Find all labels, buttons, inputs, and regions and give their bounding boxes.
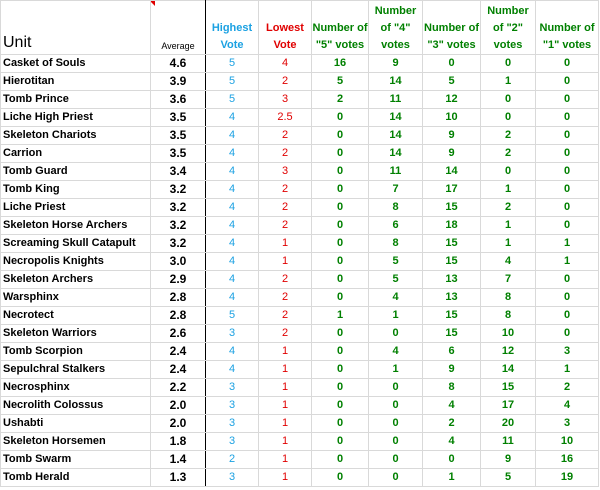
unit-cell[interactable]: Tomb King [1,181,151,199]
lowest-vote-cell[interactable]: 1 [259,361,312,379]
table-row [1,289,599,307]
votes-2-cell[interactable]: 1 [481,235,536,253]
unit-cell[interactable]: Necrolith Colossus [1,397,151,415]
votes-5-cell[interactable]: 0 [312,289,369,307]
highest-vote-cell[interactable]: 4 [206,289,259,307]
votes-5-cell[interactable]: 16 [312,55,369,73]
table-row [1,163,599,181]
average-cell[interactable]: 3.5 [151,109,206,127]
highest-vote-cell[interactable]: 4 [206,361,259,379]
lowest-vote-cell[interactable]: 3 [259,91,312,109]
votes-3-cell[interactable]: 17 [423,181,481,199]
average-cell[interactable]: 2.4 [151,343,206,361]
votes-4-cell[interactable]: 6 [369,217,423,235]
votes-2-cell[interactable]: 0 [481,163,536,181]
table-row [1,181,599,199]
votes-4-cell[interactable]: 0 [369,397,423,415]
table-row [1,325,599,343]
votes-1-cell[interactable]: 0 [536,217,599,235]
votes-3-cell[interactable]: 15 [423,307,481,325]
lowest-vote-cell[interactable]: 1 [259,235,312,253]
votes-5-cell[interactable]: 0 [312,217,369,235]
votes-5-cell[interactable]: 0 [312,109,369,127]
average-cell[interactable]: 3.2 [151,235,206,253]
votes-1-cell[interactable]: 0 [536,163,599,181]
unit-cell[interactable]: Casket of Souls [1,55,151,73]
votes-3-cell[interactable]: 18 [423,217,481,235]
table-row [1,397,599,415]
average-cell[interactable]: 3.2 [151,181,206,199]
votes-3-cell[interactable]: 0 [423,55,481,73]
votes-3-cell[interactable]: 5 [423,73,481,91]
votes-1-cell[interactable]: 0 [536,181,599,199]
votes-4-cell[interactable]: 5 [369,271,423,289]
unit-cell[interactable]: Screaming Skull Catapult [1,235,151,253]
votes-1-cell[interactable]: 0 [536,73,599,91]
votes-2-cell[interactable]: 4 [481,253,536,271]
lowest-vote-cell[interactable]: 4 [259,55,312,73]
votes-5-cell[interactable]: 0 [312,271,369,289]
table-row [1,451,599,469]
table-row [1,109,599,127]
unit-cell[interactable]: Tomb Prince [1,91,151,109]
votes-2-cell[interactable]: 9 [481,451,536,469]
highest-vote-cell[interactable]: 3 [206,415,259,433]
average-cell[interactable]: 1.4 [151,451,206,469]
unit-cell[interactable]: Necrotect [1,307,151,325]
votes-3-cell[interactable]: 4 [423,397,481,415]
highest-vote-cell[interactable]: 3 [206,397,259,415]
votes-2-cell[interactable]: 0 [481,91,536,109]
votes-5-cell[interactable]: 0 [312,235,369,253]
votes-2-cell[interactable]: 1 [481,217,536,235]
votes-2-cell[interactable]: 20 [481,415,536,433]
lowest-vote-cell[interactable]: 2 [259,127,312,145]
header-3-votes-label: Number of "3" votes [424,22,479,51]
average-cell[interactable]: 2.0 [151,397,206,415]
header-5-votes[interactable] [312,1,369,55]
highest-vote-cell[interactable]: 4 [206,199,259,217]
votes-1-cell[interactable]: 0 [536,325,599,343]
highest-vote-cell[interactable]: 5 [206,55,259,73]
average-cell[interactable]: 3.4 [151,163,206,181]
votes-1-cell[interactable]: 0 [536,109,599,127]
votes-2-cell[interactable]: 2 [481,199,536,217]
unit-cell[interactable]: Skeleton Chariots [1,127,151,145]
table-row [1,91,599,109]
votes-1-cell[interactable]: 0 [536,199,599,217]
votes-5-cell[interactable]: 0 [312,163,369,181]
votes-3-cell[interactable]: 13 [423,271,481,289]
table-row [1,361,599,379]
votes-2-cell[interactable]: 14 [481,361,536,379]
header-5-votes-label: Number of "5" votes [312,22,368,51]
highest-vote-cell[interactable]: 4 [206,127,259,145]
votes-3-cell[interactable]: 14 [423,163,481,181]
votes-3-cell[interactable]: 15 [423,325,481,343]
highest-vote-cell[interactable]: 3 [206,433,259,451]
votes-3-cell[interactable]: 9 [423,361,481,379]
votes-2-cell[interactable]: 0 [481,109,536,127]
highest-vote-cell[interactable]: 3 [206,379,259,397]
table-row [1,433,599,451]
votes-3-cell[interactable]: 13 [423,289,481,307]
table-row [1,217,599,235]
votes-3-cell[interactable]: 15 [423,235,481,253]
unit-cell[interactable]: Skeleton Horsemen [1,433,151,451]
votes-4-cell[interactable]: 11 [369,163,423,181]
votes-2-cell[interactable]: 5 [481,469,536,487]
lowest-vote-cell[interactable]: 1 [259,379,312,397]
highest-vote-cell[interactable]: 2 [206,451,259,469]
unit-cell[interactable]: Liche High Priest [1,109,151,127]
unit-cell[interactable]: Sepulchral Stalkers [1,361,151,379]
unit-cell[interactable]: Skeleton Horse Archers [1,217,151,235]
votes-1-cell[interactable]: 0 [536,55,599,73]
header-2-votes[interactable] [481,1,536,55]
highest-vote-cell[interactable]: 4 [206,145,259,163]
votes-3-cell[interactable]: 9 [423,127,481,145]
votes-3-cell[interactable]: 6 [423,343,481,361]
table-row [1,253,599,271]
votes-3-cell[interactable]: 15 [423,253,481,271]
lowest-vote-cell[interactable]: 2 [259,145,312,163]
header-1-votes-label: Number of "1" votes [539,22,595,51]
votes-5-cell[interactable]: 0 [312,469,369,487]
header-highest-vote[interactable] [206,1,259,55]
header-average[interactable]: Average [151,1,206,55]
votes-5-cell[interactable]: 0 [312,253,369,271]
votes-4-cell[interactable]: 1 [369,361,423,379]
votes-3-cell[interactable]: 2 [423,415,481,433]
lowest-vote-cell[interactable]: 2 [259,217,312,235]
unit-cell[interactable]: Tomb Swarm [1,451,151,469]
votes-4-cell[interactable]: 9 [369,55,423,73]
votes-1-cell[interactable]: 1 [536,361,599,379]
votes-1-cell[interactable]: 0 [536,91,599,109]
lowest-vote-cell[interactable]: 1 [259,469,312,487]
votes-2-cell[interactable]: 2 [481,145,536,163]
average-cell[interactable]: 3.2 [151,217,206,235]
votes-5-cell[interactable]: 5 [312,73,369,91]
unit-cell[interactable]: Skeleton Warriors [1,325,151,343]
votes-5-cell[interactable]: 2 [312,91,369,109]
average-cell[interactable]: 4.6 [151,55,206,73]
votes-1-cell[interactable]: 3 [536,343,599,361]
header-unit[interactable]: Unit [1,1,151,55]
votes-4-cell[interactable]: 14 [369,109,423,127]
header-4-votes-label: Number of "4" votes [374,5,417,51]
votes-4-cell[interactable]: 7 [369,181,423,199]
highest-vote-cell[interactable]: 3 [206,469,259,487]
votes-3-cell[interactable]: 10 [423,109,481,127]
votes-2-cell[interactable]: 8 [481,307,536,325]
votes-1-cell[interactable]: 0 [536,289,599,307]
votes-5-cell[interactable]: 0 [312,397,369,415]
average-cell[interactable]: 2.2 [151,379,206,397]
table-row [1,307,599,325]
votes-2-cell[interactable]: 15 [481,379,536,397]
votes-1-cell[interactable]: 1 [536,235,599,253]
header-2-votes-label: Number of "2" votes [487,5,529,51]
lowest-vote-cell[interactable]: 2 [259,73,312,91]
votes-2-cell[interactable]: 11 [481,433,536,451]
unit-cell[interactable]: Liche Priest [1,199,151,217]
average-cell[interactable]: 2.6 [151,325,206,343]
unit-cell[interactable]: Ushabti [1,415,151,433]
average-cell[interactable]: 3.6 [151,91,206,109]
votes-5-cell[interactable]: 0 [312,199,369,217]
votes-2-cell[interactable]: 12 [481,343,536,361]
votes-4-cell[interactable]: 14 [369,127,423,145]
votes-1-cell[interactable]: 0 [536,127,599,145]
average-cell[interactable]: 3.2 [151,199,206,217]
highest-vote-cell[interactable]: 4 [206,343,259,361]
votes-1-cell[interactable]: 4 [536,397,599,415]
votes-4-cell[interactable]: 11 [369,91,423,109]
votes-4-cell[interactable]: 0 [369,433,423,451]
unit-cell[interactable]: Tomb Scorpion [1,343,151,361]
votes-4-cell[interactable]: 4 [369,343,423,361]
votes-1-cell[interactable]: 1 [536,253,599,271]
unit-cell[interactable]: Tomb Guard [1,163,151,181]
votes-3-cell[interactable]: 1 [423,469,481,487]
highest-vote-cell[interactable]: 4 [206,271,259,289]
unit-cell[interactable]: Necropolis Knights [1,253,151,271]
votes-3-cell[interactable]: 15 [423,199,481,217]
votes-4-cell[interactable]: 0 [369,469,423,487]
highest-vote-cell[interactable]: 4 [206,163,259,181]
votes-4-cell[interactable]: 1 [369,307,423,325]
votes-2-cell[interactable]: 1 [481,73,536,91]
votes-4-cell[interactable]: 14 [369,73,423,91]
votes-5-cell[interactable]: 0 [312,127,369,145]
average-cell[interactable]: 1.8 [151,433,206,451]
header-row [1,1,599,55]
votes-3-cell[interactable]: 4 [423,433,481,451]
unit-cell[interactable]: Hierotitan [1,73,151,91]
header-lowest-vote-label: Lowest Vote [266,22,304,51]
votes-4-cell[interactable]: 4 [369,289,423,307]
votes-1-cell[interactable]: 10 [536,433,599,451]
votes-4-cell[interactable]: 8 [369,199,423,217]
table-row [1,55,599,73]
average-cell[interactable]: 2.0 [151,415,206,433]
average-cell[interactable]: 2.8 [151,307,206,325]
highest-vote-cell[interactable]: 3 [206,325,259,343]
votes-1-cell[interactable]: 0 [536,271,599,289]
lowest-vote-cell[interactable]: 2.5 [259,109,312,127]
highest-vote-cell[interactable]: 5 [206,307,259,325]
votes-5-cell[interactable]: 0 [312,361,369,379]
votes-1-cell[interactable]: 19 [536,469,599,487]
votes-2-cell[interactable]: 8 [481,289,536,307]
lowest-vote-cell[interactable]: 1 [259,253,312,271]
votes-5-cell[interactable]: 0 [312,433,369,451]
table-row [1,343,599,361]
average-cell[interactable]: 3.9 [151,73,206,91]
header-highest-vote-label: Highest Vote [211,22,253,51]
highest-vote-cell[interactable]: 5 [206,73,259,91]
votes-2-cell[interactable]: 0 [481,55,536,73]
unit-cell[interactable]: Necrosphinx [1,379,151,397]
votes-3-cell[interactable]: 9 [423,145,481,163]
table-row [1,379,599,397]
votes-1-cell[interactable]: 0 [536,145,599,163]
votes-3-cell[interactable]: 8 [423,379,481,397]
lowest-vote-cell[interactable]: 1 [259,397,312,415]
lowest-vote-cell[interactable]: 2 [259,181,312,199]
votes-1-cell[interactable]: 16 [536,451,599,469]
unit-cell[interactable]: Skeleton Archers [1,271,151,289]
lowest-vote-cell[interactable]: 2 [259,271,312,289]
votes-5-cell[interactable]: 0 [312,379,369,397]
lowest-vote-cell[interactable]: 1 [259,433,312,451]
votes-5-cell[interactable]: 0 [312,451,369,469]
table-row [1,73,599,91]
table-row [1,415,599,433]
highest-vote-cell[interactable]: 5 [206,91,259,109]
unit-cell[interactable]: Warsphinx [1,289,151,307]
unit-cell[interactable]: Tomb Herald [1,469,151,487]
average-cell[interactable]: 3.5 [151,127,206,145]
votes-1-cell[interactable]: 3 [536,415,599,433]
header-lowest-vote[interactable] [259,1,312,55]
highest-vote-cell[interactable]: 4 [206,181,259,199]
average-cell[interactable]: 1.3 [151,469,206,487]
table-row [1,271,599,289]
votes-3-cell[interactable]: 0 [423,451,481,469]
table-row [1,145,599,163]
votes-5-cell[interactable]: 0 [312,325,369,343]
votes-2-cell[interactable]: 17 [481,397,536,415]
votes-4-cell[interactable]: 14 [369,145,423,163]
average-cell[interactable]: 3.5 [151,145,206,163]
header-4-votes[interactable] [369,1,423,55]
votes-5-cell[interactable]: 1 [312,307,369,325]
table-row [1,235,599,253]
header-3-votes[interactable] [423,1,481,55]
votes-1-cell[interactable]: 0 [536,307,599,325]
votes-1-cell[interactable]: 2 [536,379,599,397]
lowest-vote-cell[interactable]: 2 [259,289,312,307]
votes-5-cell[interactable]: 0 [312,415,369,433]
votes-4-cell[interactable]: 0 [369,379,423,397]
average-cell[interactable]: 2.8 [151,289,206,307]
highest-vote-cell[interactable]: 4 [206,235,259,253]
votes-3-cell[interactable]: 12 [423,91,481,109]
lowest-vote-cell[interactable]: 3 [259,163,312,181]
votes-5-cell[interactable]: 0 [312,145,369,163]
average-cell[interactable]: 2.9 [151,271,206,289]
highest-vote-cell[interactable]: 4 [206,253,259,271]
votes-4-cell[interactable]: 0 [369,415,423,433]
votes-4-cell[interactable]: 0 [369,325,423,343]
lowest-vote-cell[interactable]: 1 [259,451,312,469]
lowest-vote-cell[interactable]: 2 [259,307,312,325]
votes-4-cell[interactable]: 5 [369,253,423,271]
lowest-vote-cell[interactable]: 1 [259,343,312,361]
highest-vote-cell[interactable]: 4 [206,109,259,127]
average-cell[interactable]: 2.4 [151,361,206,379]
votes-2-cell[interactable]: 1 [481,181,536,199]
votes-2-cell[interactable]: 10 [481,325,536,343]
unit-cell[interactable]: Carrion [1,145,151,163]
votes-2-cell[interactable]: 2 [481,127,536,145]
lowest-vote-cell[interactable]: 2 [259,325,312,343]
votes-4-cell[interactable]: 0 [369,451,423,469]
votes-4-cell[interactable]: 8 [369,235,423,253]
lowest-vote-cell[interactable]: 2 [259,199,312,217]
votes-5-cell[interactable]: 0 [312,181,369,199]
table-row [1,199,599,217]
votes-2-cell[interactable]: 7 [481,271,536,289]
table-row [1,469,599,487]
lowest-vote-cell[interactable]: 1 [259,415,312,433]
average-cell[interactable]: 3.0 [151,253,206,271]
table-row [1,127,599,145]
header-1-votes[interactable] [536,1,599,55]
highest-vote-cell[interactable]: 4 [206,217,259,235]
votes-5-cell[interactable]: 0 [312,343,369,361]
